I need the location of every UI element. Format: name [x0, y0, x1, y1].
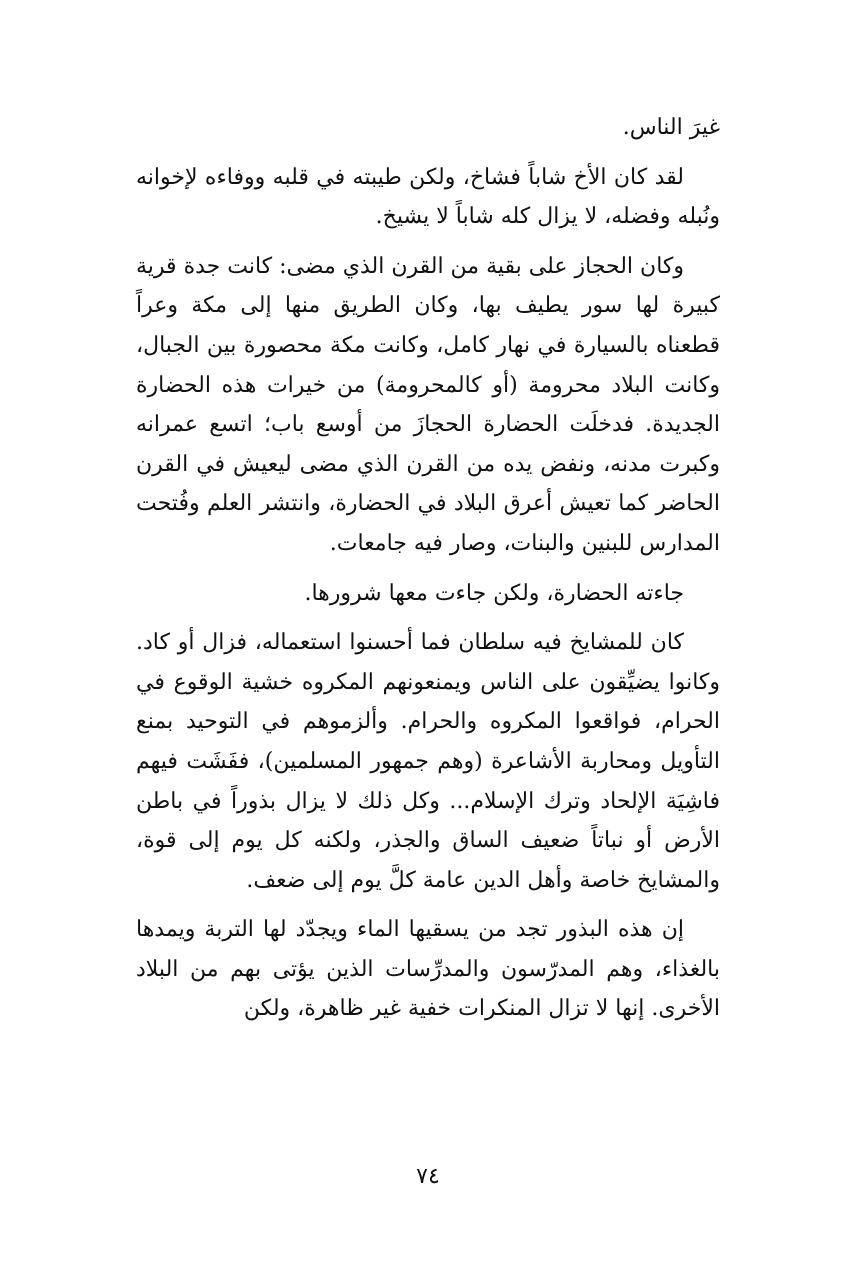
paragraph: لقد كان الأخ شاباً فشاخ، ولكن طيبته في قلبه ووفاءه لإخوانه ونُبله وفضله، لا يزال كله شاباً لا يشيخ.	[136, 164, 720, 230]
paragraph: كان للمشايخ فيه سلطان فما أحسنوا استعماله، فزال أو كاد. وكانوا يضيِّقون على الناس ويمنعونهم المكروه خشية الوقوع في الحرام، فواقعوا المكروه والحرام. وألزموهم في التوحيد بمنع التأويل ومحاربة الأشاعرة (وهم جمهور المسلمين)، ففَشَت فيهم فاشِيَة الإلحاد وترك الإسلام... وكل ذلك لا يزال بذوراً في باطن الأرض أو نباتاً ضعيف الساق والجذر، ولكنه كل يوم إلى قوة، والمشايخ خاصة وأهل الدين عامة كلَّ يوم إلى ضعف.	[136, 630, 720, 893]
page-number: ٧٤	[416, 1164, 440, 1189]
paragraph: جاءته الحضارة، ولكن جاءت معها شرورها.	[304, 580, 684, 606]
paragraph: إن هذه البذور تجد من يسقيها الماء ويجدّد لها التربة ويمدها بالغذاء، وهم المدرّسون والمدرِّسات الذين يؤتى بهم من البلاد الأخرى. إنها لا تزال المنكرات خفية غير ظاهرة، ولكن	[136, 917, 720, 1022]
paragraph: غيرَ الناس.	[622, 115, 720, 140]
paragraph: وكان الحجاز على بقية من القرن الذي مضى: كانت جدة قرية كبيرة لها سور يطيف بها، وكان الطريق منها إلى مكة وعراً قطعناه بالسيارة في نهار كامل، وكانت مكة محصورة بين الجبال، وكانت البلاد محرومة (أو كالمحرومة) من خيرات هذه الحضارة الجديدة. فدخلَت الحضارة الحجازَ من أوسع باب؛ اتسع عمرانه وكبرت مدنه، ونفض يده من القرن الذي مضى ليعيش في القرن الحاضر كما تعيش أعرق البلاد في الحضارة، وانتشر العلم وفُتحت المدارس للبنين والبنات، وصار فيه جامعات.	[136, 253, 720, 556]
page-body	[136, 108, 720, 1039]
